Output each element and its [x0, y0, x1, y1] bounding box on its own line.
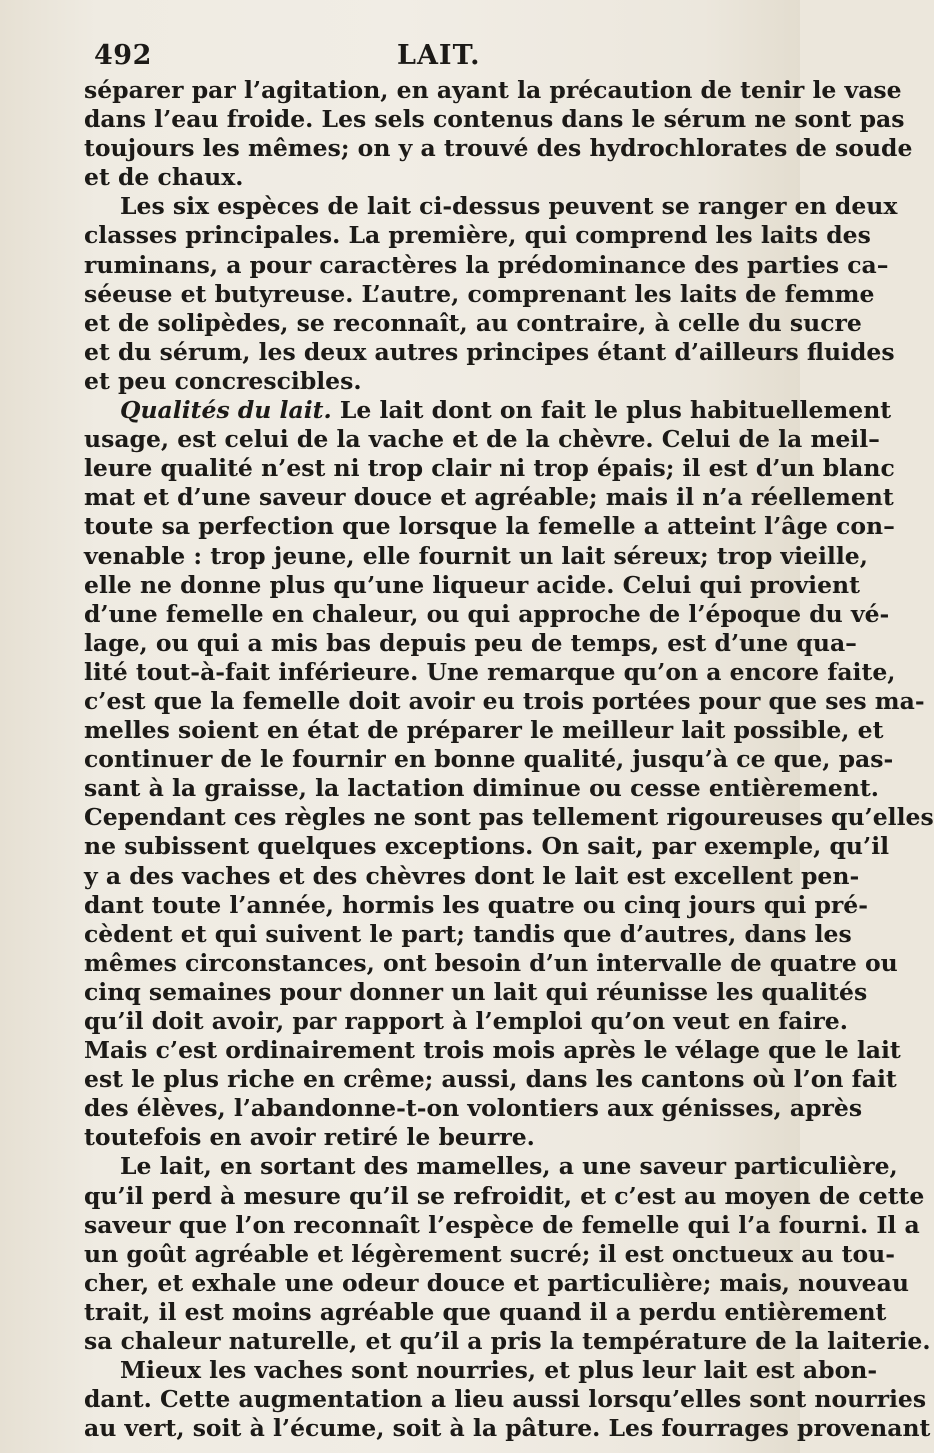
paragraph-end-line: sa chaleur naturelle, et qu’il a pris la température de la laiterie.: [84, 1327, 931, 1356]
running-head: LAIT.: [397, 40, 481, 71]
text-line: dant toute l’année, hormis les quatre ou cinq jours qui pré-: [84, 890, 868, 919]
text-line: et du sérum, les deux autres principes étant d’ailleurs fluides: [84, 337, 895, 366]
page-header: [92, 40, 772, 76]
text-line: lage, ou qui a mis bas depuis peu de temps, est d’une qua–: [84, 628, 857, 657]
text-line: Mais c’est ordinairement trois mois après le vélage que le lait: [84, 1036, 901, 1065]
text-line: toujours les mêmes; on y a trouvé des hydrochlorates de soude: [84, 134, 913, 163]
section-heading: Qualités du lait.: [120, 396, 332, 425]
text-line: un goût agréable et légèrement sucré; il est onctueux au tou-: [84, 1239, 895, 1268]
text-line: venable : trop jeune, elle fournit un lait séreux; trop vieille,: [84, 541, 868, 570]
text-line: dans l’eau froide. Les sels contenus dans le sérum ne sont pas: [84, 105, 905, 134]
paragraph-start-line: Mieux les vaches sont nourries, et plus leur lait est abon-: [120, 1356, 878, 1385]
text-line: au vert, soit à l’écume, soit à la pâture. Les fourrages provenant: [84, 1414, 931, 1443]
text-line: usage, est celui de la vache et de la chèvre. Celui de la meil–: [84, 425, 880, 454]
text-line: melles soient en état de préparer le meilleur lait possible, et: [84, 716, 884, 745]
text-line: leure qualité n’est ni trop clair ni trop épais; il est d’un blanc: [84, 454, 895, 483]
text-line: mêmes circonstances, ont besoin d’un intervalle de quatre ou: [84, 948, 898, 977]
text-line: saveur que l’on reconnaît l’espèce de femelle qui l’a fourni. Il a: [84, 1210, 920, 1239]
text-line: Cependant ces règles ne sont pas tellement rigoureuses qu’elles: [84, 803, 934, 832]
text-line: trait, il est moins agréable que quand il a perdu entièrement: [84, 1297, 887, 1326]
text-line: sant à la graisse, la lactation diminue ou cesse entièrement.: [84, 774, 879, 803]
text-line: des élèves, l’abandonne-t-on volontiers aux génisses, après: [84, 1094, 863, 1123]
page-number: 492: [94, 40, 152, 71]
body-text: [84, 76, 934, 1443]
paragraph-start-line: Le lait, en sortant des mamelles, a une saveur particulière,: [120, 1152, 898, 1181]
text-line: c’est que la femelle doit avoir eu trois portées pour que ses ma-: [84, 686, 925, 715]
text-line: séparer par l’agitation, en ayant la précaution de tenir le vase: [84, 76, 902, 104]
text-line: qu’il doit avoir, par rapport à l’emploi qu’on veut en faire.: [84, 1007, 848, 1035]
text-line: cher, et exhale une odeur douce et particulière; mais, nouveau: [84, 1268, 909, 1297]
text-line: d’une femelle en chaleur, ou qui approche de l’époque du vé-: [84, 599, 890, 628]
text-line: est le plus riche en crême; aussi, dans les cantons où l’on fait: [84, 1065, 897, 1094]
paragraph-end-line: toutefois en avoir retiré le beurre.: [84, 1123, 535, 1152]
section-heading-line: [84, 396, 892, 425]
text-line: continuer de le fournir en bonne qualité, jusqu’à ce que, pas-: [84, 745, 894, 774]
text-line: cèdent et qui suivent le part; tandis que d’autres, dans les: [84, 919, 852, 948]
text-line: y a des vaches et des chèvres dont le lait est excellent pen-: [84, 861, 860, 890]
text-line: séeuse et butyreuse. L’autre, comprenant les laits de femme: [84, 279, 875, 308]
section-heading-continuation: Le lait dont on fait le plus habituellement: [331, 396, 892, 425]
paragraph-end-line: et peu concrescibles.: [84, 366, 362, 395]
text-line: mat et d’une saveur douce et agréable; mais il n’a réellement: [84, 483, 894, 512]
text-line: cinq semaines pour donner un lait qui réunisse les qualités: [84, 977, 868, 1006]
text-line: ruminans, a pour caractères la prédominance des parties ca–: [84, 250, 889, 279]
paragraph-start-line: Les six espèces de lait ci-dessus peuvent se ranger en deux: [120, 192, 898, 221]
text-line: classes principales. La première, qui comprend les laits des: [84, 221, 871, 250]
text-line: dant. Cette augmentation a lieu aussi lorsqu’elles sont nourries: [84, 1385, 927, 1414]
text-line: ne subissent quelques exceptions. On sait, par exemple, qu’il: [84, 832, 890, 861]
text-line: qu’il perd à mesure qu’il se refroidit, et c’est au moyen de cette: [84, 1181, 925, 1210]
text-line: elle ne donne plus qu’une liqueur acide. Celui qui provient: [84, 570, 860, 599]
text-line: toute sa perfection que lorsque la femelle a atteint l’âge con–: [84, 512, 895, 541]
paragraph-end-line: et de chaux.: [84, 163, 244, 192]
text-line: et de solipèdes, se reconnaît, au contraire, à celle du sucre: [84, 308, 862, 337]
text-line: lité tout-à-fait inférieure. Une remarque qu’on a encore faite,: [84, 657, 896, 686]
